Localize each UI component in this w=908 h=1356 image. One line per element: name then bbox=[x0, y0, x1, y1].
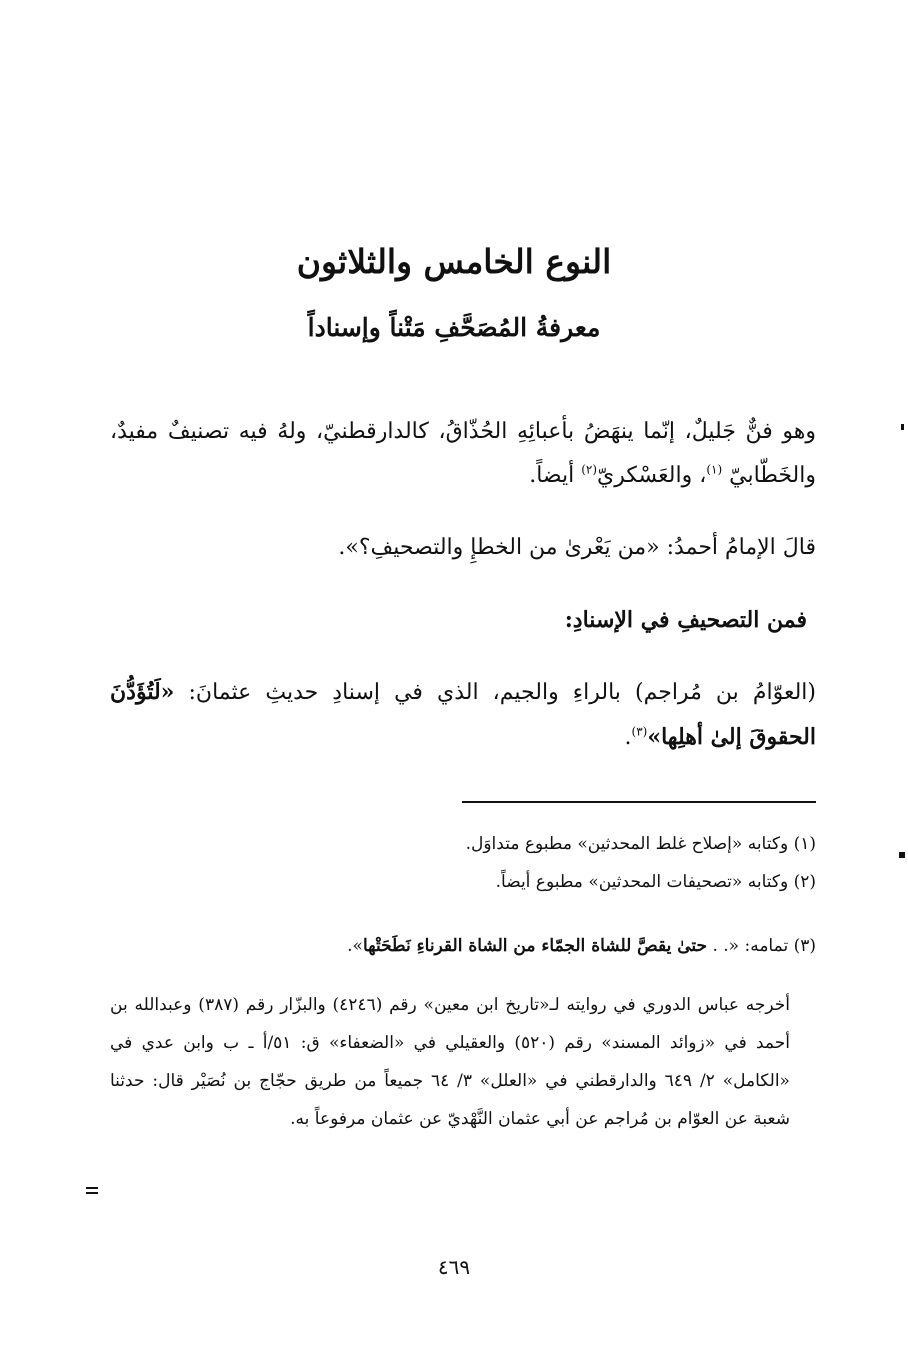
footnote-3-quote: حتىٰ يقصَّ للشاة الجمّاء من الشاة القرناءِ نَطَحَتْها bbox=[362, 936, 708, 956]
scan-mark-right-middle bbox=[899, 852, 905, 858]
page-number: ٤٦٩ bbox=[437, 1255, 471, 1279]
footnote-3-detail: أخرجه عباس الدوري في روايته لـ«تاريخ ابن معين» رقم (٤٢٤٦) والبزّار رقم (٣٨٧) وعبدالله بن أحمد في «زوائد المسند» رقم (٥٢٠) والعقيلي في «الضعفاء» ق: ٥١/أ ـ ب وابن عدي في «الكامل» ٢/ ٦٤٩ والدارقطني في «العلل» ٣/ ٦٤ جميعاً من طريق حجّاج بن نُصَيْر قال: حدثنا شعبة عن العوّام بن مُراجم عن أبي عثمان النَّهْديّ عن عثمان مرفوعاً به. bbox=[110, 995, 791, 1129]
paragraph-example-text: (العوّامُ بن مُراجم) بالراءِ والجيم، الذي في إسنادِ حديثِ عثمانَ: bbox=[174, 680, 816, 705]
chapter-title: النوع الخامس والثلاثون bbox=[296, 242, 612, 281]
footnote-ref-2: (٢) bbox=[581, 462, 598, 477]
paragraph-intro-text-c: أيضاً. bbox=[529, 463, 582, 488]
scan-mark-left-upper bbox=[86, 1187, 98, 1189]
paragraph-intro bbox=[110, 410, 816, 498]
footnote-3 bbox=[110, 928, 816, 964]
scan-mark-right-top bbox=[901, 424, 904, 430]
footnote-3-lead: (٣) تمامه: «. . bbox=[707, 936, 816, 956]
section-heading: فمن التصحيفِ في الإسنادِ: bbox=[564, 607, 807, 633]
footnote-1: (١) وكتابه «إصلاح غلط المحدثين» مطبوع متداوَل. bbox=[465, 834, 816, 854]
footnote-ref-1: (١) bbox=[706, 462, 723, 477]
paragraph-example bbox=[110, 670, 816, 760]
paragraph-quote: قالَ الإمامُ أحمدُ: «من يَعْرىٰ من الخطإِ والتصحيفِ؟». bbox=[338, 535, 816, 560]
scan-mark-left-lower bbox=[86, 1192, 98, 1194]
paragraph-intro-text-a: وهو فنٌّ جَليلٌ، إنّما ينهَضُ بأعبائِهِ الحُذّاقُ، كالدارقطنيّ، ولهُ فيه تصنيفٌ مفيدٌ، والخَطّابيّ bbox=[110, 419, 816, 488]
footnote-2: (٢) وكتابه «تصحيفات المحدثين» مطبوع أيضاً. bbox=[495, 872, 816, 892]
footnote-ref-3: (٣) bbox=[631, 724, 648, 739]
paragraph-example-end: . bbox=[624, 725, 632, 750]
paragraph-intro-text-b: ، والعَسْكريّ bbox=[597, 463, 707, 488]
footnote-3-end: ». bbox=[347, 936, 363, 956]
hadith-quote: «لَتُؤَدُّنَ الحقوقَ إلىٰ أهلِها» bbox=[110, 679, 816, 750]
chapter-subtitle: معرفةُ المُصَحَّفِ مَتْناً وإسناداً bbox=[307, 313, 601, 342]
footnote-divider bbox=[462, 801, 816, 803]
